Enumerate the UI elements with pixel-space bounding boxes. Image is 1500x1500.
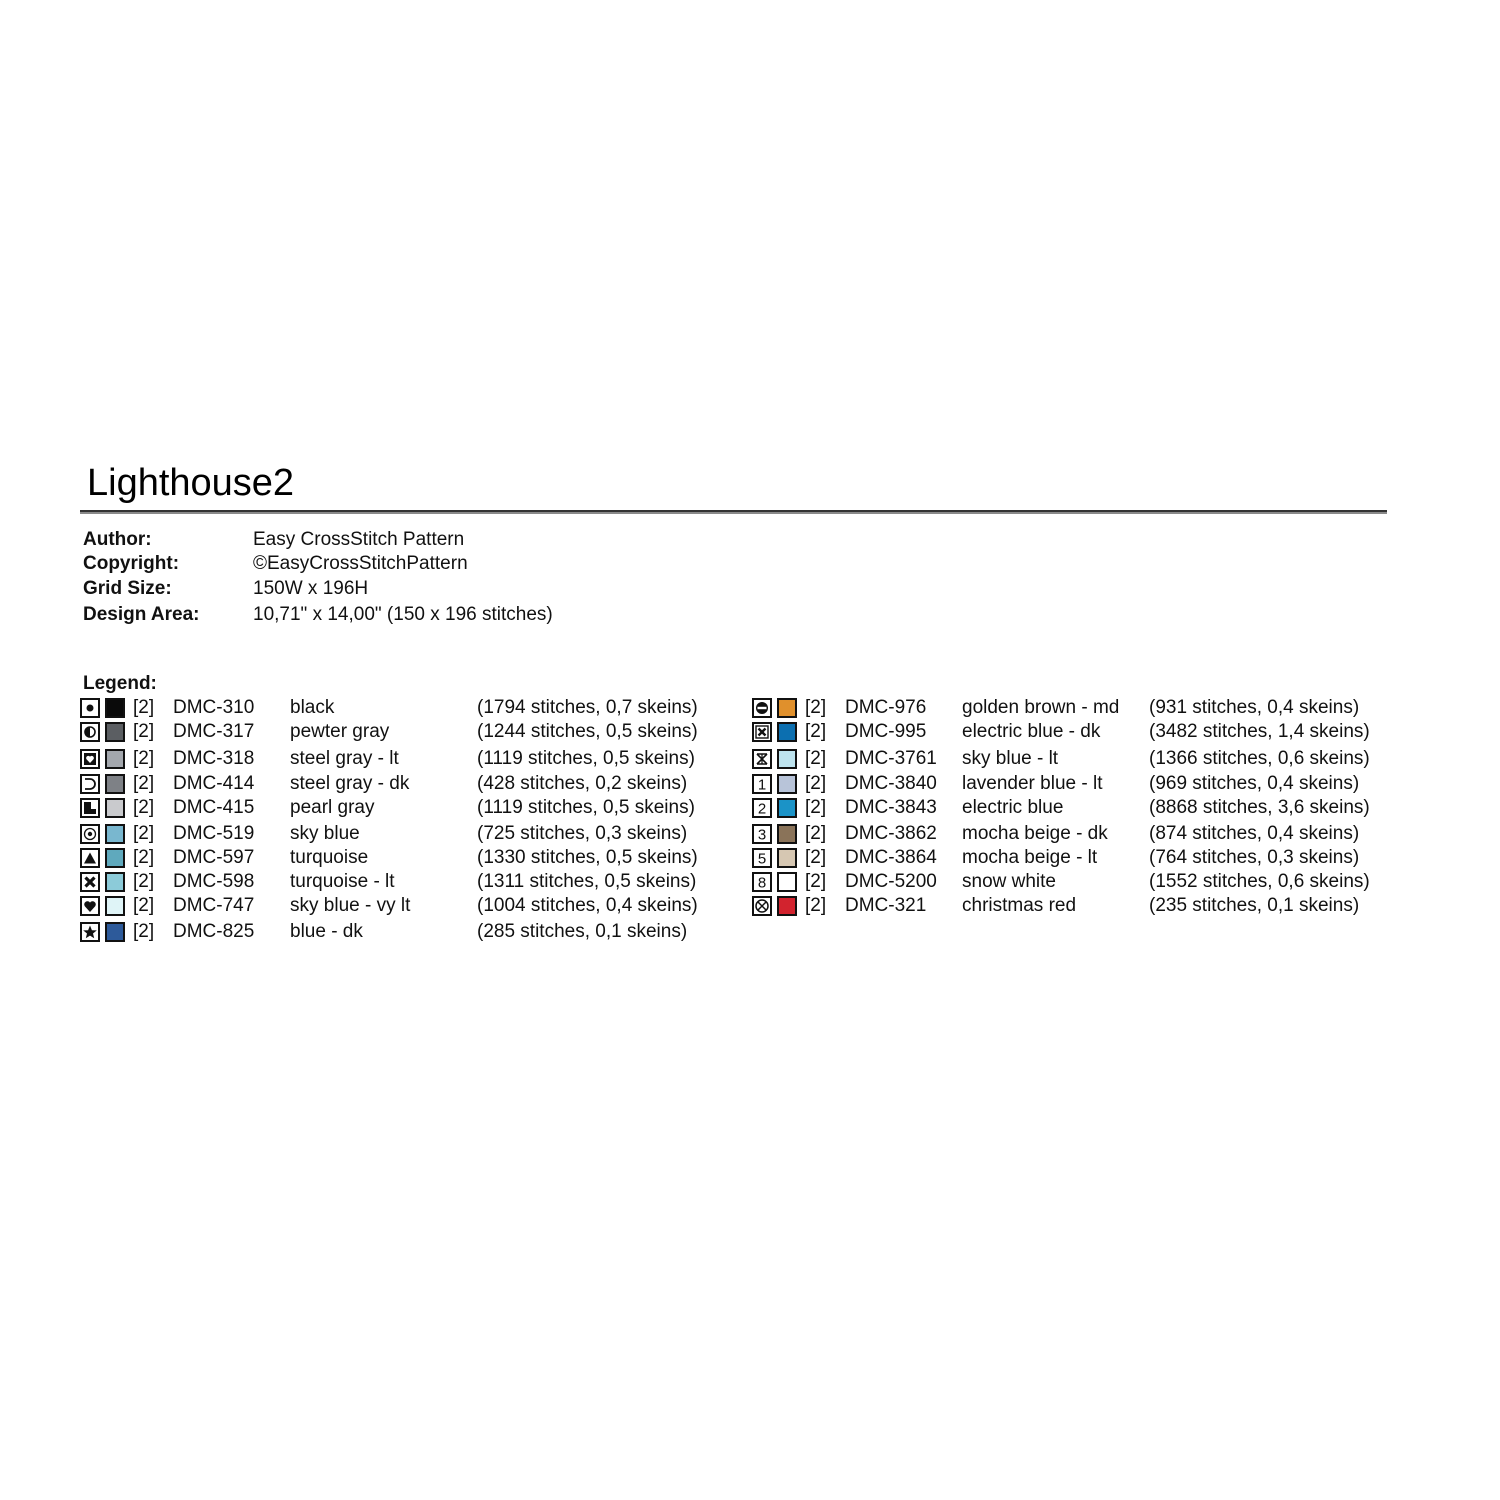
filled-dot-icon	[80, 698, 100, 718]
strand-count: [2]	[805, 697, 827, 718]
target-circle-icon	[80, 824, 100, 844]
meta-value: 10,71" x 14,00" (150 x 196 stitches)	[253, 604, 553, 625]
floss-code: DMC-3862	[845, 823, 937, 844]
color-swatch	[105, 698, 125, 718]
strand-count: [2]	[133, 823, 155, 844]
strand-count: [2]	[805, 895, 827, 916]
strand-count: [2]	[805, 797, 827, 818]
floss-code: DMC-597	[173, 847, 255, 868]
color-name: steel gray - dk	[290, 773, 410, 794]
strand-count: [2]	[133, 847, 155, 868]
meta-value: ©EasyCrossStitchPattern	[253, 553, 468, 574]
floss-code: DMC-976	[845, 697, 927, 718]
meta-label: Grid Size:	[83, 578, 172, 599]
color-swatch	[105, 848, 125, 868]
meta-value: Easy CrossStitch Pattern	[253, 529, 465, 550]
title-divider	[80, 510, 1387, 514]
floss-code: DMC-415	[173, 797, 255, 818]
heart-box-icon	[80, 749, 100, 769]
color-name: sky blue - vy lt	[290, 895, 411, 916]
floss-code: DMC-995	[845, 721, 927, 742]
color-swatch	[105, 922, 125, 942]
strand-count: [2]	[133, 921, 155, 942]
heart-icon	[80, 896, 100, 916]
floss-code: DMC-825	[173, 921, 255, 942]
color-swatch	[105, 872, 125, 892]
stitch-count: (1552 stitches, 0,6 skeins)	[1149, 871, 1370, 892]
stitch-count: (1119 stitches, 0,5 skeins)	[477, 748, 695, 769]
stitch-count: (725 stitches, 0,3 skeins)	[477, 823, 688, 844]
color-name: christmas red	[962, 895, 1077, 916]
color-name: electric blue	[962, 797, 1064, 818]
digit-3-icon	[752, 824, 772, 844]
stitch-count: (428 stitches, 0,2 skeins)	[477, 773, 688, 794]
strand-count: [2]	[133, 871, 155, 892]
crossed-circle-icon	[752, 896, 772, 916]
boxed-cross-icon	[752, 749, 772, 769]
stitch-count: (764 stitches, 0,3 skeins)	[1149, 847, 1360, 868]
color-name: sky blue	[290, 823, 360, 844]
color-swatch	[105, 749, 125, 769]
color-name: pearl gray	[290, 797, 375, 818]
stitch-count: (1119 stitches, 0,5 skeins)	[477, 797, 695, 818]
strand-count: [2]	[133, 773, 155, 794]
floss-code: DMC-5200	[845, 871, 937, 892]
stitch-count: (285 stitches, 0,1 skeins)	[477, 921, 688, 942]
color-swatch	[777, 848, 797, 868]
color-name: electric blue - dk	[962, 721, 1101, 742]
color-swatch	[105, 722, 125, 742]
floss-code: DMC-321	[845, 895, 927, 916]
floss-code: DMC-598	[173, 871, 255, 892]
meta-label: Copyright:	[83, 553, 180, 574]
strand-count: [2]	[805, 773, 827, 794]
strand-count: [2]	[805, 847, 827, 868]
meta-label: Author:	[83, 529, 152, 550]
svg-text:8: 8	[757, 874, 767, 890]
stitch-count: (1366 stitches, 0,6 skeins)	[1149, 748, 1370, 769]
stitch-count: (969 stitches, 0,4 skeins)	[1149, 773, 1360, 794]
stitch-count: (1794 stitches, 0,7 skeins)	[477, 697, 698, 718]
color-swatch	[777, 774, 797, 794]
strand-count: [2]	[805, 748, 827, 769]
color-swatch	[777, 896, 797, 916]
color-swatch	[777, 824, 797, 844]
color-name: steel gray - lt	[290, 748, 399, 769]
floss-code: DMC-3864	[845, 847, 937, 868]
star-icon	[80, 922, 100, 942]
x-mark-icon	[80, 872, 100, 892]
floss-code: DMC-3840	[845, 773, 937, 794]
digit-5-icon	[752, 848, 772, 868]
color-name: turquoise	[290, 847, 369, 868]
color-swatch	[777, 749, 797, 769]
triangle-icon	[80, 848, 100, 868]
color-name: mocha beige - dk	[962, 823, 1108, 844]
svg-text:2: 2	[757, 800, 767, 816]
stitch-count: (1244 stitches, 0,5 skeins)	[477, 721, 698, 742]
color-swatch	[105, 798, 125, 818]
color-swatch	[777, 798, 797, 818]
color-swatch	[777, 722, 797, 742]
page-title: Lighthouse2	[87, 462, 295, 504]
strand-count: [2]	[133, 895, 155, 916]
svg-text:1: 1	[757, 776, 767, 792]
color-swatch	[777, 698, 797, 718]
floss-code: DMC-317	[173, 721, 255, 742]
corner-block-icon	[80, 798, 100, 818]
svg-text:5: 5	[757, 850, 767, 866]
color-swatch	[105, 824, 125, 844]
stitch-count: (1311 stitches, 0,5 skeins)	[477, 871, 697, 892]
color-name: mocha beige - lt	[962, 847, 1098, 868]
legend-heading: Legend:	[83, 673, 157, 694]
stitch-count: (3482 stitches, 1,4 skeins)	[1149, 721, 1370, 742]
stitch-count: (235 stitches, 0,1 skeins)	[1149, 895, 1360, 916]
floss-code: DMC-310	[173, 697, 255, 718]
color-name: pewter gray	[290, 721, 390, 742]
meta-label: Design Area:	[83, 604, 200, 625]
color-name: blue - dk	[290, 921, 363, 942]
digit-8-icon	[752, 872, 772, 892]
strand-count: [2]	[133, 721, 155, 742]
digit-2-icon	[752, 798, 772, 818]
boxed-x-icon	[752, 722, 772, 742]
floss-code: DMC-519	[173, 823, 255, 844]
color-swatch	[777, 872, 797, 892]
strand-count: [2]	[133, 748, 155, 769]
stitch-count: (8868 stitches, 3,6 skeins)	[1149, 797, 1370, 818]
floss-code: DMC-3761	[845, 748, 937, 769]
color-swatch	[105, 774, 125, 794]
color-name: sky blue - lt	[962, 748, 1059, 769]
strand-count: [2]	[805, 721, 827, 742]
stitch-count: (931 stitches, 0,4 skeins)	[1149, 697, 1360, 718]
strand-count: [2]	[133, 697, 155, 718]
svg-text:3: 3	[757, 826, 767, 842]
stitch-count: (874 stitches, 0,4 skeins)	[1149, 823, 1360, 844]
digit-1-icon	[752, 774, 772, 794]
color-name: snow white	[962, 871, 1056, 892]
color-name: lavender blue - lt	[962, 773, 1103, 794]
floss-code: DMC-414	[173, 773, 255, 794]
meta-value: 150W x 196H	[253, 578, 369, 599]
strand-count: [2]	[133, 797, 155, 818]
floss-code: DMC-3843	[845, 797, 937, 818]
d-shape-icon	[80, 774, 100, 794]
half-circle-icon	[80, 722, 100, 742]
minus-circle-icon	[752, 698, 772, 718]
stitch-count: (1330 stitches, 0,5 skeins)	[477, 847, 698, 868]
color-name: black	[290, 697, 335, 718]
stitch-count: (1004 stitches, 0,4 skeins)	[477, 895, 698, 916]
floss-code: DMC-747	[173, 895, 255, 916]
floss-code: DMC-318	[173, 748, 255, 769]
color-name: golden brown - md	[962, 697, 1120, 718]
color-name: turquoise - lt	[290, 871, 395, 892]
strand-count: [2]	[805, 871, 827, 892]
color-swatch	[105, 896, 125, 916]
strand-count: [2]	[805, 823, 827, 844]
